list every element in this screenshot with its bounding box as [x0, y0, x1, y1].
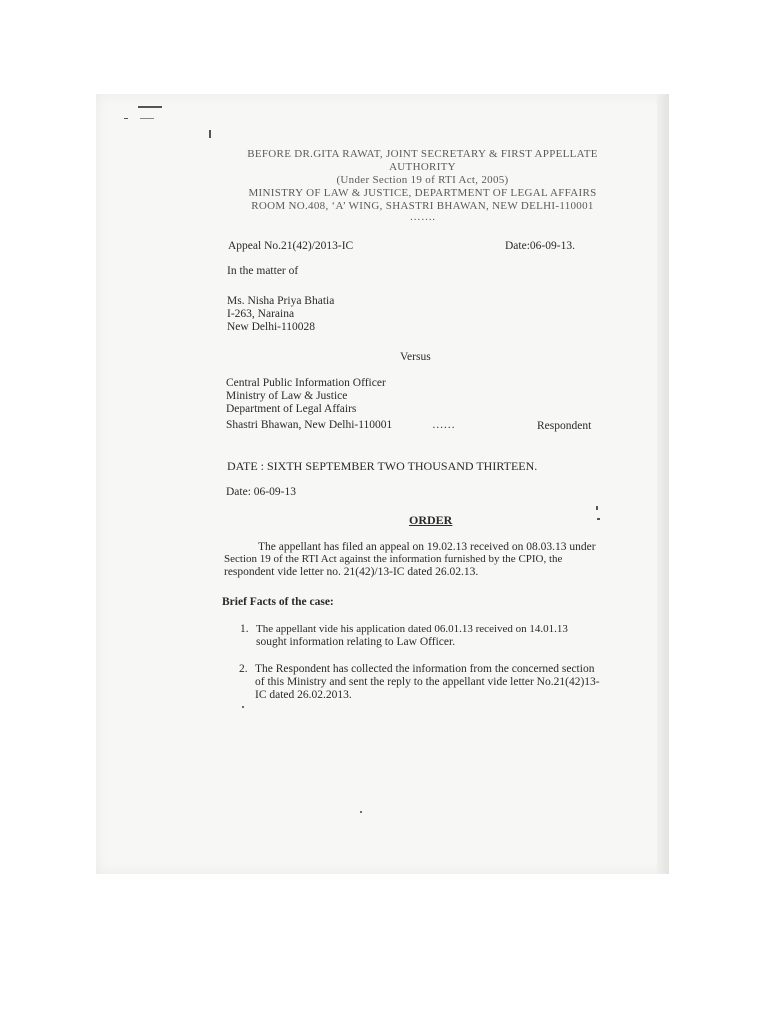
header-dots: …….: [409, 211, 436, 223]
header-line-5: ROOM NO.408, ‘A’ WING, SHASTRI BHAWAN, NEW DELHI-110001: [251, 200, 594, 212]
header-line-4: MINISTRY OF LAW & JUSTICE, DEPARTMENT OF LEGAL AFFAIRS: [248, 187, 597, 199]
fact-2-line-1: The Respondent has collected the information from the concerned section: [255, 663, 595, 675]
respondent-line-4: Shastri Bhawan, New Delhi-110001: [226, 419, 393, 431]
scan-speck: [360, 811, 362, 813]
fact-1-number: 1.: [240, 623, 249, 635]
scan-mark: [138, 106, 162, 108]
order-para-line-1: The appellant has filed an appeal on 19.02.13 received on 08.03.13 under: [258, 541, 596, 553]
order-title: ORDER: [409, 513, 453, 527]
respondent-dots: ……: [432, 419, 455, 431]
respondent-label: Respondent: [537, 420, 592, 432]
respondent-line-2: Ministry of Law & Justice: [226, 390, 348, 402]
fact-2-line-2: of this Ministry and sent the reply to the appellant vide letter No.21(42)13-: [255, 676, 600, 688]
header-line-2: AUTHORITY: [389, 161, 456, 173]
scan-speck: [242, 706, 244, 708]
fact-1-line-1: The appellant vide his application dated 06.01.13 received on 14.01.13: [256, 623, 568, 635]
order-para-line-3: respondent vide letter no. 21(42)/13-IC dated 26.02.13.: [224, 566, 479, 578]
fact-1-line-2: sought information relating to Law Officer.: [256, 636, 456, 648]
appeal-date: Date:06-09-13.: [505, 240, 575, 252]
appellant-address-1: I-263, Naraina: [227, 308, 295, 320]
order-para-line-2: Section 19 of the RTI Act against the information furnished by the CPIO, the: [224, 553, 563, 565]
header-line-1: BEFORE DR.GITA RAWAT, JOINT SECRETARY & FIRST APPELLATE: [247, 148, 598, 160]
fact-2-number: 2.: [239, 663, 248, 675]
date-in-words: DATE : SIXTH SEPTEMBER TWO THOUSAND THIRTEEN.: [227, 459, 538, 473]
scan-mark: [596, 506, 598, 510]
appellant-address-2: New Delhi-110028: [227, 321, 316, 333]
scan-mark: [140, 118, 154, 119]
fact-2-line-3: IC dated 26.02.2013.: [255, 689, 352, 701]
respondent-line-1: Central Public Information Officer: [226, 377, 386, 389]
scan-mark: [597, 518, 600, 520]
matter-intro: In the matter of: [227, 265, 299, 277]
appellant-name: Ms. Nisha Priya Bhatia: [227, 295, 335, 307]
scan-mark: [209, 130, 211, 138]
date-short: Date: 06-09-13: [226, 486, 296, 498]
header-line-3: (Under Section 19 of RTI Act, 2005): [336, 174, 509, 186]
respondent-line-3: Department of Legal Affairs: [226, 403, 357, 415]
scan-mark: [124, 118, 128, 119]
appeal-number: Appeal No.21(42)/2013-IC: [228, 240, 354, 252]
versus-label: Versus: [400, 351, 431, 363]
scanned-page: [96, 94, 669, 874]
brief-facts-heading: Brief Facts of the case:: [222, 596, 334, 608]
